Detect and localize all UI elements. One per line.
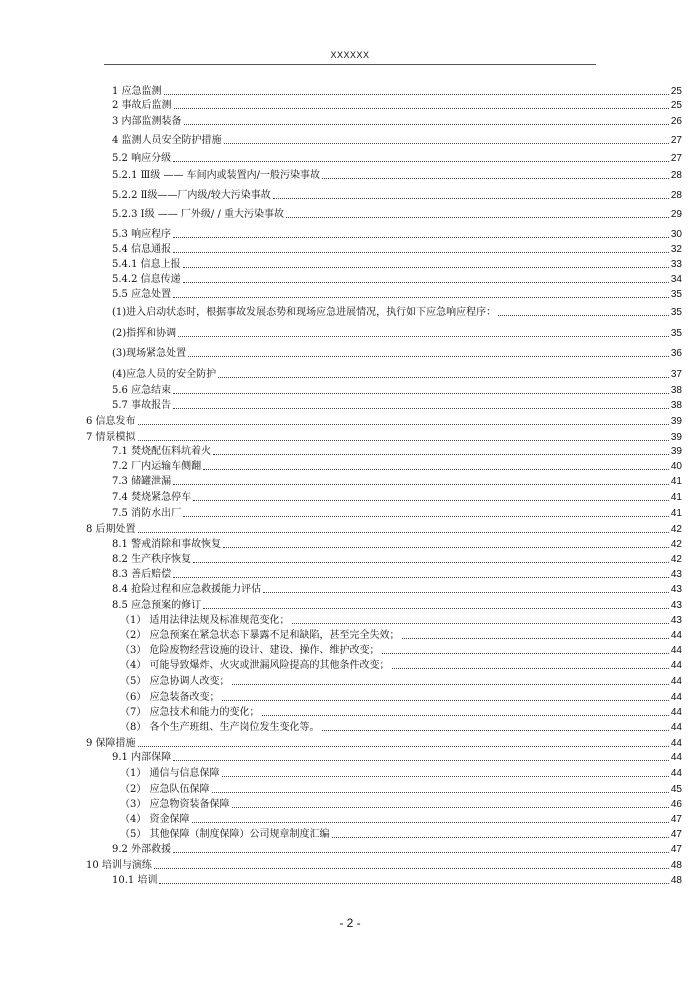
toc-entry[interactable]	[112, 98, 682, 112]
toc-entry-title: 8.3 善后赔偿	[112, 569, 172, 580]
toc-entry-page: 25	[670, 86, 682, 97]
toc-entry-title: 3 内部监测装备	[112, 116, 182, 127]
toc-entry-page: 27	[670, 153, 682, 164]
toc-entry-title: 8.2 生产秩序恢复	[112, 554, 192, 565]
toc-entry[interactable]	[112, 346, 682, 360]
toc-entry-page: 30	[670, 229, 682, 240]
toc-entry-title: 5.6 应急结束	[112, 385, 172, 396]
toc-entry-page: 39	[670, 416, 682, 427]
toc-entry-page: 44	[670, 645, 682, 656]
toc-entry-title: （6） 应急装备改变；	[120, 692, 220, 703]
toc-entry-page: 43	[670, 615, 682, 626]
toc-entry-page: 39	[670, 432, 682, 443]
dot-leader	[173, 484, 669, 485]
dot-leader	[188, 356, 669, 357]
dot-leader	[192, 822, 669, 823]
dot-leader	[173, 297, 669, 298]
toc-entry-page: 41	[670, 508, 682, 519]
toc-entry[interactable]	[120, 812, 682, 826]
dot-leader	[322, 730, 669, 731]
dot-leader	[292, 623, 669, 624]
toc-entry-title: 10 培训与演练	[86, 860, 152, 871]
toc-entry-page: 48	[670, 875, 682, 886]
dot-leader	[203, 469, 669, 470]
dot-leader	[183, 282, 669, 283]
toc-entry-page: 45	[670, 784, 682, 795]
dot-leader	[138, 440, 669, 441]
dot-leader	[224, 143, 669, 144]
toc-entry[interactable]	[112, 188, 682, 202]
dot-leader	[173, 760, 669, 761]
dot-leader	[498, 315, 669, 316]
toc-entry-page: 42	[670, 554, 682, 565]
dot-leader	[173, 393, 669, 394]
toc-entry-page: 28	[670, 170, 682, 181]
toc-entry-title: 5.2.2 Ⅱ级——厂内级/较大污染事故	[112, 190, 271, 201]
toc-entry[interactable]	[120, 766, 682, 780]
toc-entry-page: 27	[670, 135, 682, 146]
toc-entry[interactable]	[120, 674, 682, 688]
dot-leader	[193, 562, 669, 563]
toc-entry[interactable]	[112, 383, 682, 397]
toc-entry[interactable]	[112, 305, 682, 319]
toc-entry-title: 7 情景模拟	[86, 432, 136, 443]
toc-entry-page: 35	[670, 289, 682, 300]
toc-entry-title: 5.2.1 Ⅲ级 —— 车间内或装置内/一般污染事故	[112, 170, 320, 181]
dot-leader	[222, 776, 669, 777]
toc-entry[interactable]	[112, 842, 682, 856]
dot-leader	[262, 715, 669, 716]
toc-entry[interactable]	[120, 797, 682, 811]
toc-entry-page: 44	[670, 707, 682, 718]
dot-leader	[273, 198, 669, 199]
toc-entry-page: 32	[670, 244, 682, 255]
toc-entry-title: 10.1 培训	[112, 875, 158, 886]
dot-leader	[382, 653, 669, 654]
dot-leader	[174, 108, 669, 109]
dot-leader	[159, 883, 668, 884]
toc-entry-title: （5） 应急协调人改变；	[120, 676, 230, 687]
toc-entry[interactable]	[86, 430, 682, 444]
toc-entry-page: 29	[670, 209, 682, 220]
dot-leader	[193, 500, 669, 501]
dot-leader	[392, 668, 669, 669]
toc-entry-title: 7.2 厂内运输车侧翻	[112, 461, 202, 472]
toc-entry[interactable]	[112, 474, 682, 488]
toc-entry[interactable]	[112, 567, 682, 581]
toc-entry-title: 5.4 信息通报	[112, 244, 172, 255]
dot-leader	[322, 178, 669, 179]
toc-entry[interactable]	[112, 552, 682, 566]
toc-entry-title: （1） 通信与信息保障	[120, 768, 220, 779]
toc-entry-page: 41	[670, 492, 682, 503]
toc-entry-page: 33	[670, 259, 682, 270]
toc-entry[interactable]	[112, 272, 682, 286]
toc-entry-page: 26	[670, 116, 682, 127]
toc-entry[interactable]	[112, 444, 682, 458]
toc-entry-title: （8） 各个生产班组、生产岗位发生变化等。	[120, 722, 320, 733]
page-number: - 2 -	[339, 916, 361, 930]
dot-leader	[286, 217, 669, 218]
dot-leader	[232, 807, 669, 808]
dot-leader	[138, 424, 669, 425]
toc-entry-page: 47	[670, 844, 682, 855]
toc-entry[interactable]	[120, 827, 682, 841]
dot-leader	[173, 237, 669, 238]
toc-entry[interactable]	[120, 720, 682, 734]
toc-entry-page: 47	[670, 829, 682, 840]
dot-leader	[138, 746, 669, 747]
toc-entry-title: （7） 应急技术和能力的变化；	[120, 707, 260, 718]
dot-leader	[218, 377, 669, 378]
toc-entry-title: 5.2.3 Ⅰ级 —— 厂外级/ / 重大污染事故	[112, 209, 285, 220]
toc-entry-page: 28	[670, 190, 682, 201]
toc-entry-title: 5.3 响应程序	[112, 229, 172, 240]
toc-entry-title: 7.3 储罐泄漏	[112, 476, 172, 487]
dot-leader	[232, 684, 669, 685]
dot-leader	[154, 868, 669, 869]
toc-entry-title: 5.4.2 信息传递	[112, 274, 181, 285]
toc-entry-title: 2 事故后监测	[112, 100, 172, 111]
dot-leader	[183, 267, 669, 268]
toc-entry-page: 43	[670, 600, 682, 611]
toc-entry-page: 46	[670, 799, 682, 810]
dot-leader	[173, 161, 669, 162]
toc-entry-title: （3） 应急物资装备保障	[120, 799, 230, 810]
toc-entry-title: 5.2 响应分级	[112, 153, 172, 164]
dot-leader	[203, 608, 669, 609]
toc-entry[interactable]	[112, 398, 682, 412]
toc-entry-page: 41	[670, 476, 682, 487]
toc-entry-title: 8.5 应急预案的修订	[112, 600, 202, 611]
dot-leader	[164, 94, 669, 95]
toc-entry-title: 5.4.1 信息上报	[112, 259, 181, 270]
toc-entry[interactable]	[112, 287, 682, 301]
dot-leader	[173, 408, 669, 409]
dot-leader	[183, 516, 669, 517]
toc-entry-page: 43	[670, 584, 682, 595]
dot-leader	[213, 454, 669, 455]
toc-entry[interactable]	[112, 227, 682, 241]
toc-entry-title: 5.5 应急处置	[112, 289, 172, 300]
toc-entry[interactable]	[120, 613, 682, 627]
dot-leader	[173, 252, 669, 253]
toc-entry[interactable]	[86, 858, 682, 872]
toc-entry-title: 9.1 内部保障	[112, 752, 172, 763]
toc-entry-title: (1)进入启动状态时，根据事故发展态势和现场应急进展情况，执行如下应急响应程序：	[112, 307, 497, 318]
toc-entry-title: （2） 应急队伍保障	[120, 784, 210, 795]
toc-entry-title: (4)应急人员的安全防护	[112, 369, 217, 380]
toc-entry-title: （2） 应急预案在紧急状态下暴露不足和缺陷，甚至完全失效；	[120, 630, 400, 641]
toc-entry-page: 42	[670, 539, 682, 550]
dot-leader	[178, 336, 669, 337]
toc-entry-title: 6 信息发布	[86, 416, 136, 427]
toc-entry-page: 43	[670, 569, 682, 580]
toc-entry-title: (2)指挥和协调	[112, 328, 177, 339]
toc-entry[interactable]	[112, 490, 682, 504]
toc-entry-title: （4） 资金保障	[120, 814, 190, 825]
toc-entry[interactable]	[112, 151, 682, 165]
toc-entry[interactable]	[120, 782, 682, 796]
toc-entry[interactable]	[112, 582, 682, 596]
toc-entry[interactable]	[112, 537, 682, 551]
dot-leader	[222, 700, 669, 701]
toc-entry[interactable]	[120, 705, 682, 719]
toc-entry-title: （4） 可能导致爆炸、火灾或泄漏风险提高的其他条件改变；	[120, 660, 390, 671]
dot-leader	[263, 592, 669, 593]
toc-entry-page: 38	[670, 385, 682, 396]
toc-entry-title: 8.4 抢险过程和应急救援能力评估	[112, 584, 262, 595]
toc-entry-page: 44	[670, 676, 682, 687]
toc-entry-page: 35	[670, 328, 682, 339]
toc-entry[interactable]	[112, 598, 682, 612]
toc-entry-page: 42	[670, 524, 682, 535]
toc-entry[interactable]	[112, 257, 682, 271]
toc-entry-page: 44	[670, 660, 682, 671]
toc-entry-page: 44	[670, 752, 682, 763]
toc-entry-page: 36	[670, 348, 682, 359]
dot-leader	[173, 577, 669, 578]
dot-leader	[332, 837, 669, 838]
toc-entry-page: 25	[670, 100, 682, 111]
toc-entry[interactable]	[112, 168, 682, 182]
toc-entry-title: （5） 其他保障（制度保障）公司规章制度汇编	[120, 829, 330, 840]
page-header: XXXXXX	[330, 50, 370, 60]
toc-entry[interactable]	[112, 367, 682, 381]
toc-entry-title: 7.4 焚烧紧急停车	[112, 492, 192, 503]
toc-entry[interactable]	[86, 414, 682, 428]
dot-leader	[184, 124, 669, 125]
toc-entry[interactable]	[120, 658, 682, 672]
toc-entry-title: 7.1 焚烧配伍料坑着火	[112, 446, 212, 457]
toc-entry[interactable]	[112, 207, 682, 221]
toc-entry[interactable]	[120, 690, 682, 704]
header-rule	[104, 64, 596, 65]
toc-entry-title: 5.7 事故报告	[112, 400, 172, 411]
toc-entry-page: 44	[670, 738, 682, 749]
toc-entry-page: 34	[670, 274, 682, 285]
toc-entry[interactable]	[120, 643, 682, 657]
toc-entry-title: （3） 危险废物经营设施的设计、建设、操作、维护改变；	[120, 645, 380, 656]
toc-entry[interactable]	[120, 628, 682, 642]
dot-leader	[173, 852, 669, 853]
toc-entry[interactable]	[112, 133, 682, 147]
toc-entry-title: 1 应急监测	[112, 86, 162, 97]
toc-entry[interactable]	[112, 326, 682, 340]
toc-entry-page: 44	[670, 722, 682, 733]
toc-entry-title: 9 保障措施	[86, 738, 136, 749]
toc-entry-title: 8 后期处置	[86, 524, 136, 535]
dot-leader	[402, 638, 669, 639]
toc-entry[interactable]	[112, 114, 682, 128]
toc-entry-title: 4 监测人员安全防护措施	[112, 135, 222, 146]
dot-leader	[212, 792, 669, 793]
toc-entry-page: 40	[670, 461, 682, 472]
toc-entry-title: (3)现场紧急处置	[112, 348, 187, 359]
toc-entry[interactable]	[86, 522, 682, 536]
toc-entry-page: 44	[670, 630, 682, 641]
toc-entry-page: 37	[670, 369, 682, 380]
toc-entry[interactable]	[112, 84, 682, 98]
toc-entry-page: 48	[670, 860, 682, 871]
toc-entry[interactable]	[86, 736, 682, 750]
toc-entry-title: 9.2 外部救援	[112, 844, 172, 855]
toc-entry-title: 7.5 消防水出厂	[112, 508, 182, 519]
toc-entry-title: （1） 适用法律法规及标准规范变化；	[120, 615, 290, 626]
toc-entry[interactable]	[112, 242, 682, 256]
toc-entry-page: 39	[670, 446, 682, 457]
toc-entry-page: 38	[670, 400, 682, 411]
toc-entry[interactable]	[112, 750, 682, 764]
toc-entry[interactable]	[112, 873, 682, 887]
toc-entry-page: 35	[670, 307, 682, 318]
toc-entry-title: 8.1 警戒消除和事故恢复	[112, 539, 222, 550]
toc-entry[interactable]	[112, 459, 682, 473]
dot-leader	[138, 532, 669, 533]
toc-entry[interactable]	[112, 506, 682, 520]
dot-leader	[223, 547, 669, 548]
toc-entry-page: 44	[670, 692, 682, 703]
toc-entry-page: 47	[670, 814, 682, 825]
toc-entry-page: 44	[670, 768, 682, 779]
